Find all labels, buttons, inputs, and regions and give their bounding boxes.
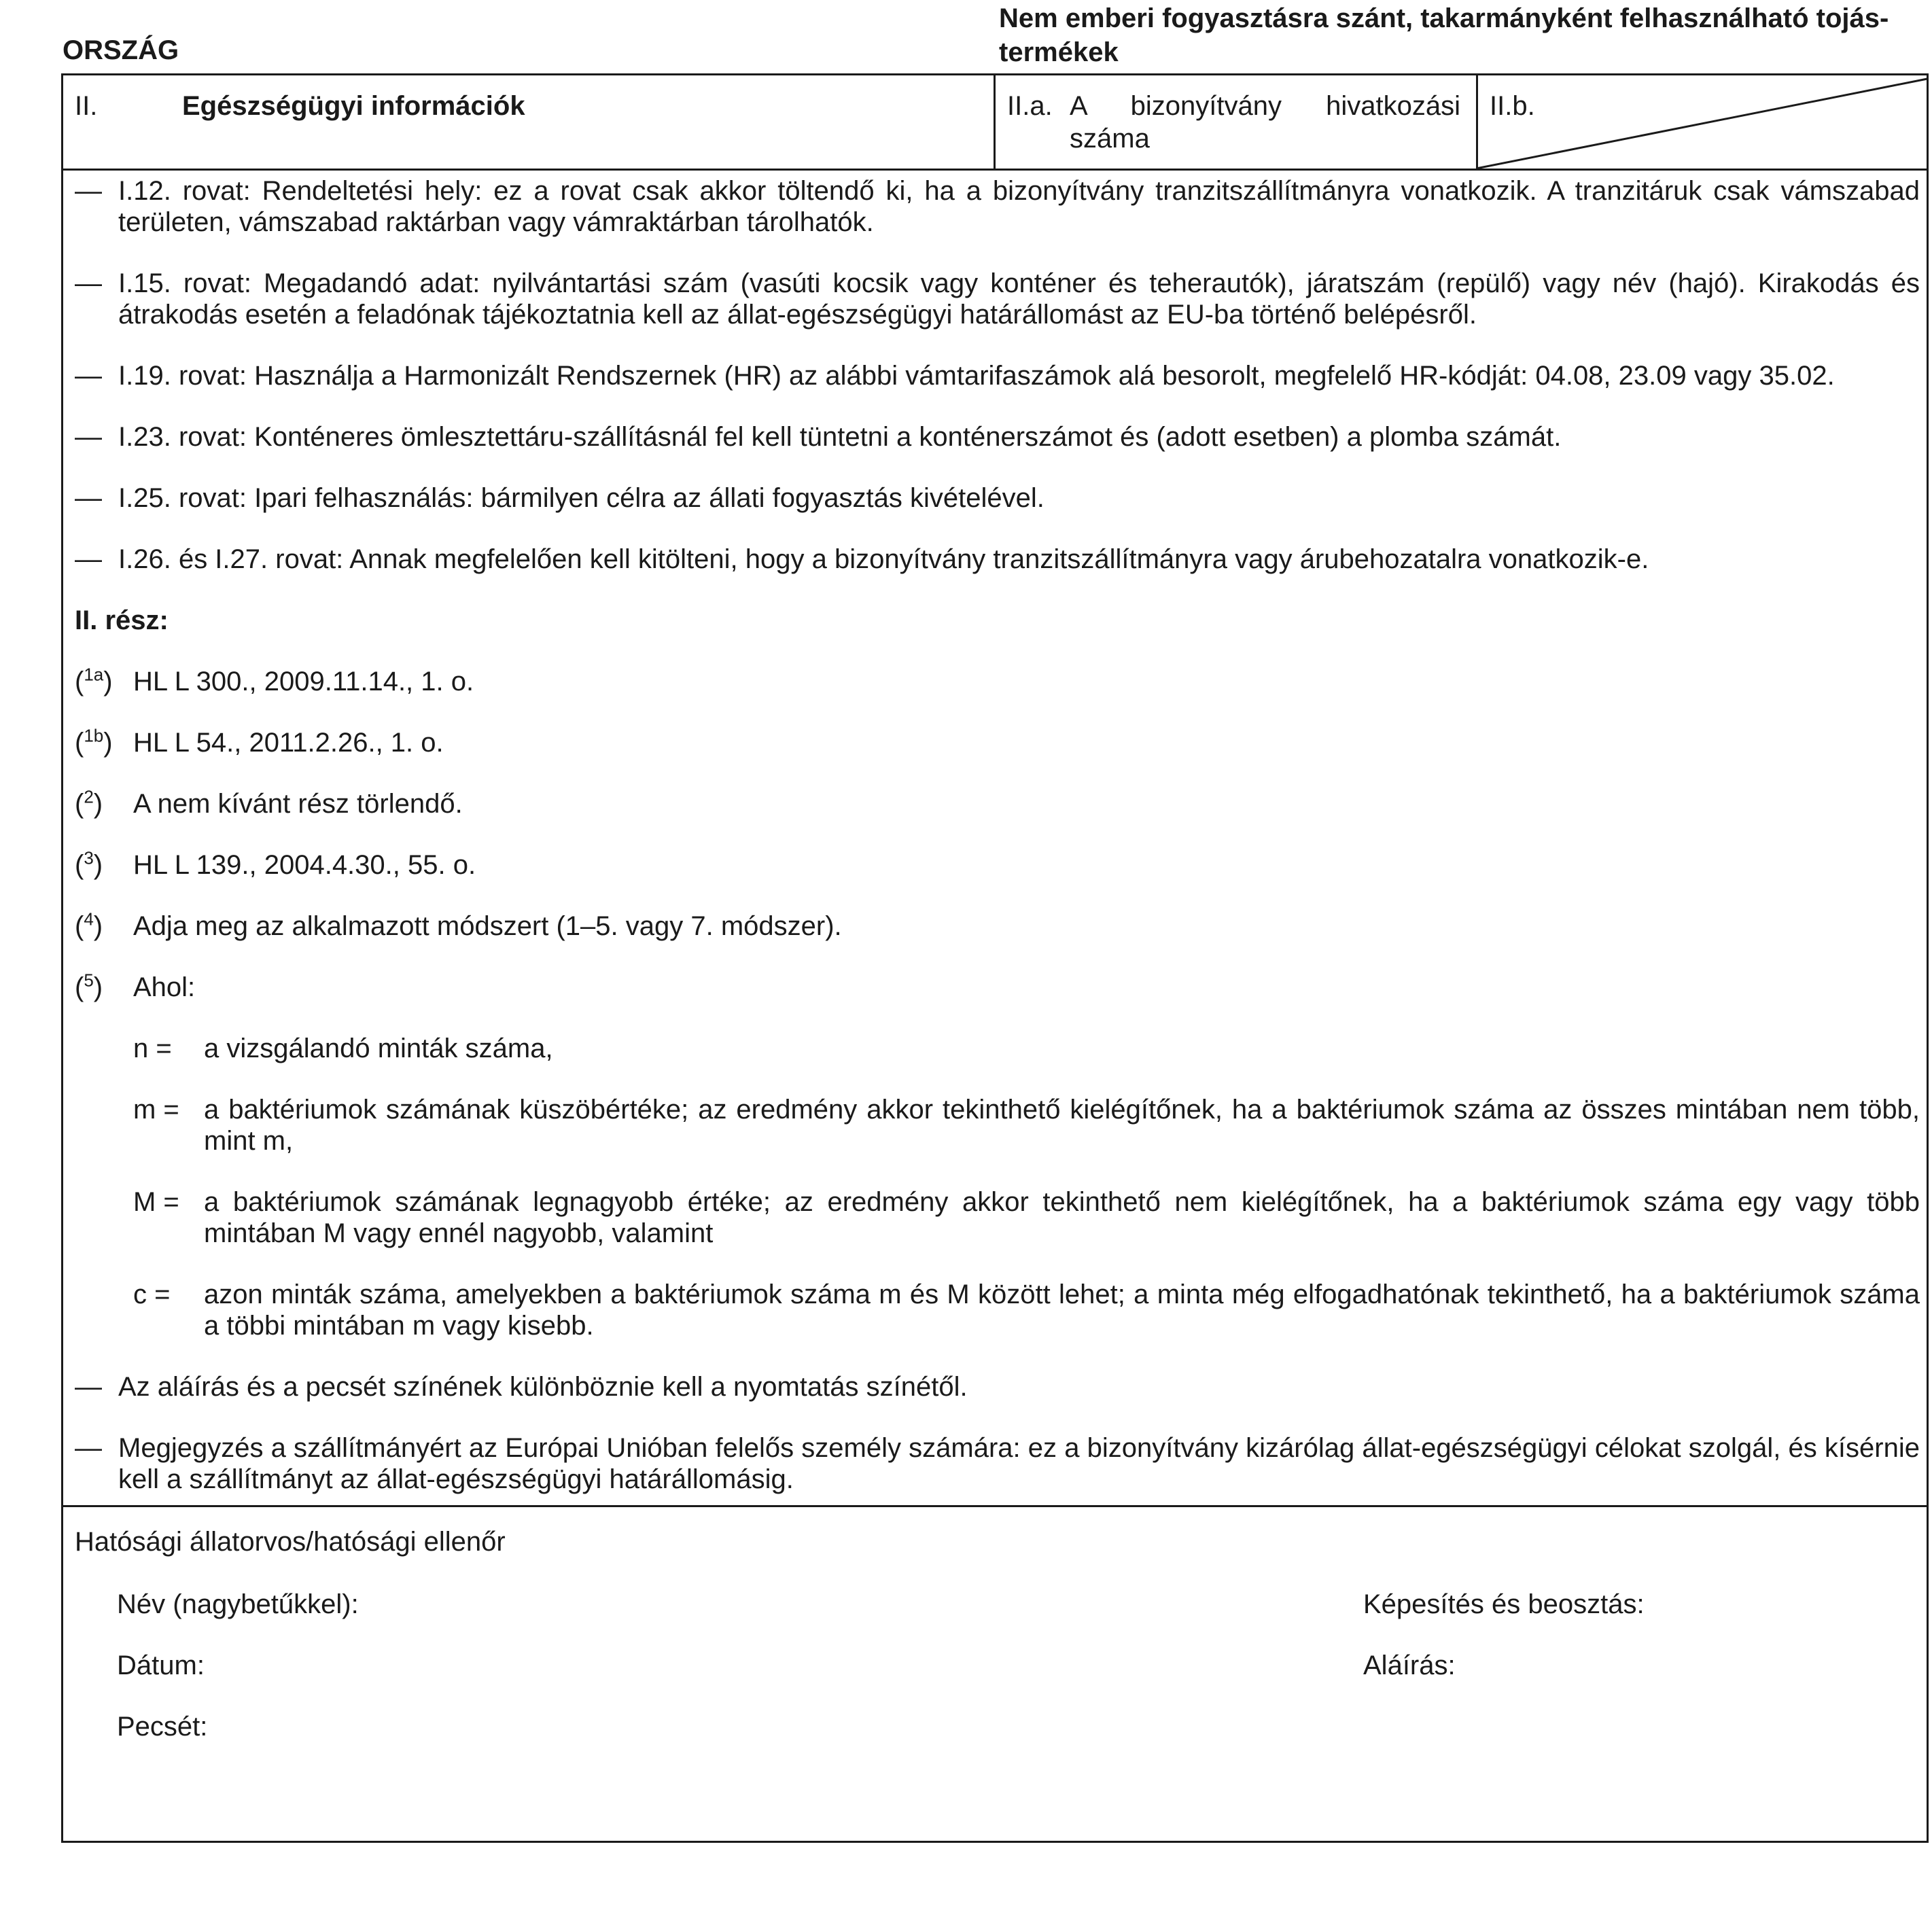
definition-item (75, 1279, 1920, 1341)
footnote-mark: ($^{1a}$) (75, 664, 113, 696)
country-label: ORSZÁG (63, 35, 179, 65)
definition-item (75, 1033, 1920, 1064)
dash-mark: — (75, 1372, 102, 1402)
footnote-text: HL L 139., 2004.4.30., 55. o. (133, 850, 476, 880)
definition-item (75, 1186, 1920, 1249)
closing-note-text: Megjegyzés a szállítmányért az Európai Unióban felelős személy számára: ez a bizonyítvány kizárólag állat-egészségügyi célokat szolgál, és kísérnie kell a szállítmányt az állat-egészségügyi határállomásig. (118, 1433, 1920, 1494)
footnote-item (75, 908, 1920, 942)
notes-content (75, 175, 1920, 1525)
ref-text-line (1070, 90, 1460, 155)
footnote-mark: ($^2$) (75, 786, 103, 819)
note-item (75, 360, 1920, 391)
footnote-text: Adja meg az alkalmazott módszert (1–5. vagy 7. módszer). (133, 911, 842, 941)
date-field-label: Dátum: (117, 1651, 205, 1680)
qualification-field-label: Képesítés és beosztás: (1363, 1589, 1645, 1619)
signature-heading: Hatósági állatorvos/hatósági ellenőr (75, 1527, 506, 1557)
dash-mark: — (75, 483, 102, 513)
signature-field-label: Aláírás: (1363, 1651, 1456, 1680)
note-item (75, 544, 1920, 575)
document-title: Nem emberi fogyasztásra szánt, takarmányként felhasználható tojás-termékek (999, 3, 1889, 67)
stamp-field-label: Pecsét: (117, 1712, 208, 1742)
dash-mark: — (75, 361, 102, 391)
definition-item (75, 1094, 1920, 1157)
note-text: I.26. és I.27. rovat: Annak megfelelően kell kitölteni, hogy a bizonyítvány tranzitszállítmányra vagy árubehozatalra vonatkozik-e. (118, 544, 1649, 574)
definition-symbol: m = (133, 1095, 179, 1125)
note-text: I.12. rovat: Rendeltetési hely: ez a rovat csak akkor töltendő ki, ha a bizonyítvány tranzitszállítmányra vonatkozik. A tranzitáruk csak vámszabad területen, vámszabad raktárban vagy vámraktárban tárolhatók. (118, 176, 1920, 237)
definition-symbol: M = (133, 1187, 179, 1217)
section-title: Egészségügyi információk (182, 91, 525, 121)
section-number: II. (75, 91, 98, 121)
dash-mark: — (75, 422, 102, 452)
definition-symbol: c = (133, 1280, 171, 1309)
definition-symbol: n = (133, 1034, 172, 1063)
ref-text: A bizonyítvány hivatkozási száma (1070, 91, 1460, 154)
definition-text: a baktériumok számának küszöbértéke; az eredmény akkor tekinthető kielégítőnek, ha a baktériumok száma az összes mintában nem több, mint m, (204, 1095, 1920, 1156)
definition-text: a baktériumok számának legnagyobb értéke; az eredmény akkor tekinthető nem kielégítőnek, ha a baktériumok száma egy vagy több mintában M vagy ennél nagyobb, valamint (204, 1187, 1920, 1248)
footnote-item (75, 849, 1920, 881)
closing-note-item (75, 1432, 1920, 1495)
footnote-mark: ($^{1b}$) (75, 725, 113, 758)
dash-mark: — (75, 544, 102, 574)
footnote-text: A nem kívánt rész törlendő. (133, 789, 463, 819)
note-item (75, 175, 1920, 238)
ref-label: II.a. (1007, 91, 1053, 121)
footnote-item (75, 788, 1920, 819)
name-field-label: Név (nagybetűkkel): (117, 1589, 359, 1619)
footnote-item (75, 972, 1920, 1003)
footnote-text: HL L 54., 2011.2.26., 1. o. (133, 728, 444, 758)
part2-title: II. rész: (75, 605, 169, 635)
footnote-item (75, 666, 1920, 697)
note-item (75, 421, 1920, 453)
footnote-item (75, 727, 1920, 758)
note-item (75, 268, 1920, 330)
note-text: I.23. rovat: Konténeres ömlesztettáru-szállításnál fel kell tüntetni a konténerszámot és (adott esetben) a plomba számát. (118, 422, 1562, 452)
crossed-out-cell (1476, 73, 1929, 170)
note-text: I.19. rovat: Használja a Harmonizált Rendszernek (HR) az alábbi vámtarifaszámok alá besorolt, megfelelő HR-kódját: 04.08, 23.09 vagy 35.02. (118, 361, 1835, 391)
note-text: I.15. rovat: Megadandó adat: nyilvántartási szám (vasúti kocsik vagy konténer és teherautók), járatszám (repülő) vagy név (hajó). Kirakodás és átrakodás esetén a feladónak tájékoztatnia kell az állat-egészségügyi határállomást az EU-ba történő belépésről. (118, 268, 1920, 330)
dash-mark: — (75, 1433, 102, 1463)
footnote-mark: ($^5$) (75, 970, 103, 1002)
ref-b-label: II.b. (1490, 91, 1535, 121)
definition-text: a vizsgálandó minták száma, (204, 1034, 553, 1063)
definition-text: azon minták száma, amelyekben a baktériumok száma m és M között lehet; a minta még elfogadhatónak tekinthető, ha a baktériumok száma a többi mintában m vagy kisebb. (204, 1280, 1920, 1341)
header-col-divider-1 (994, 73, 996, 170)
closing-note-item (75, 1371, 1920, 1402)
note-text: I.25. rovat: Ipari felhasználás: bármilyen célra az állati fogyasztás kivételével. (118, 483, 1044, 513)
footnote-text: HL L 300., 2009.11.14., 1. o. (133, 667, 474, 696)
footnote-mark: ($^4$) (75, 908, 103, 941)
dash-mark: — (75, 176, 102, 206)
closing-note-text: Az aláírás és a pecsét színének különböznie kell a nyomtatás színétől. (118, 1372, 968, 1402)
footnote-mark: ($^3$) (75, 847, 103, 880)
dash-mark: — (75, 268, 102, 298)
note-item (75, 482, 1920, 514)
footnote-text: Ahol: (133, 972, 196, 1002)
